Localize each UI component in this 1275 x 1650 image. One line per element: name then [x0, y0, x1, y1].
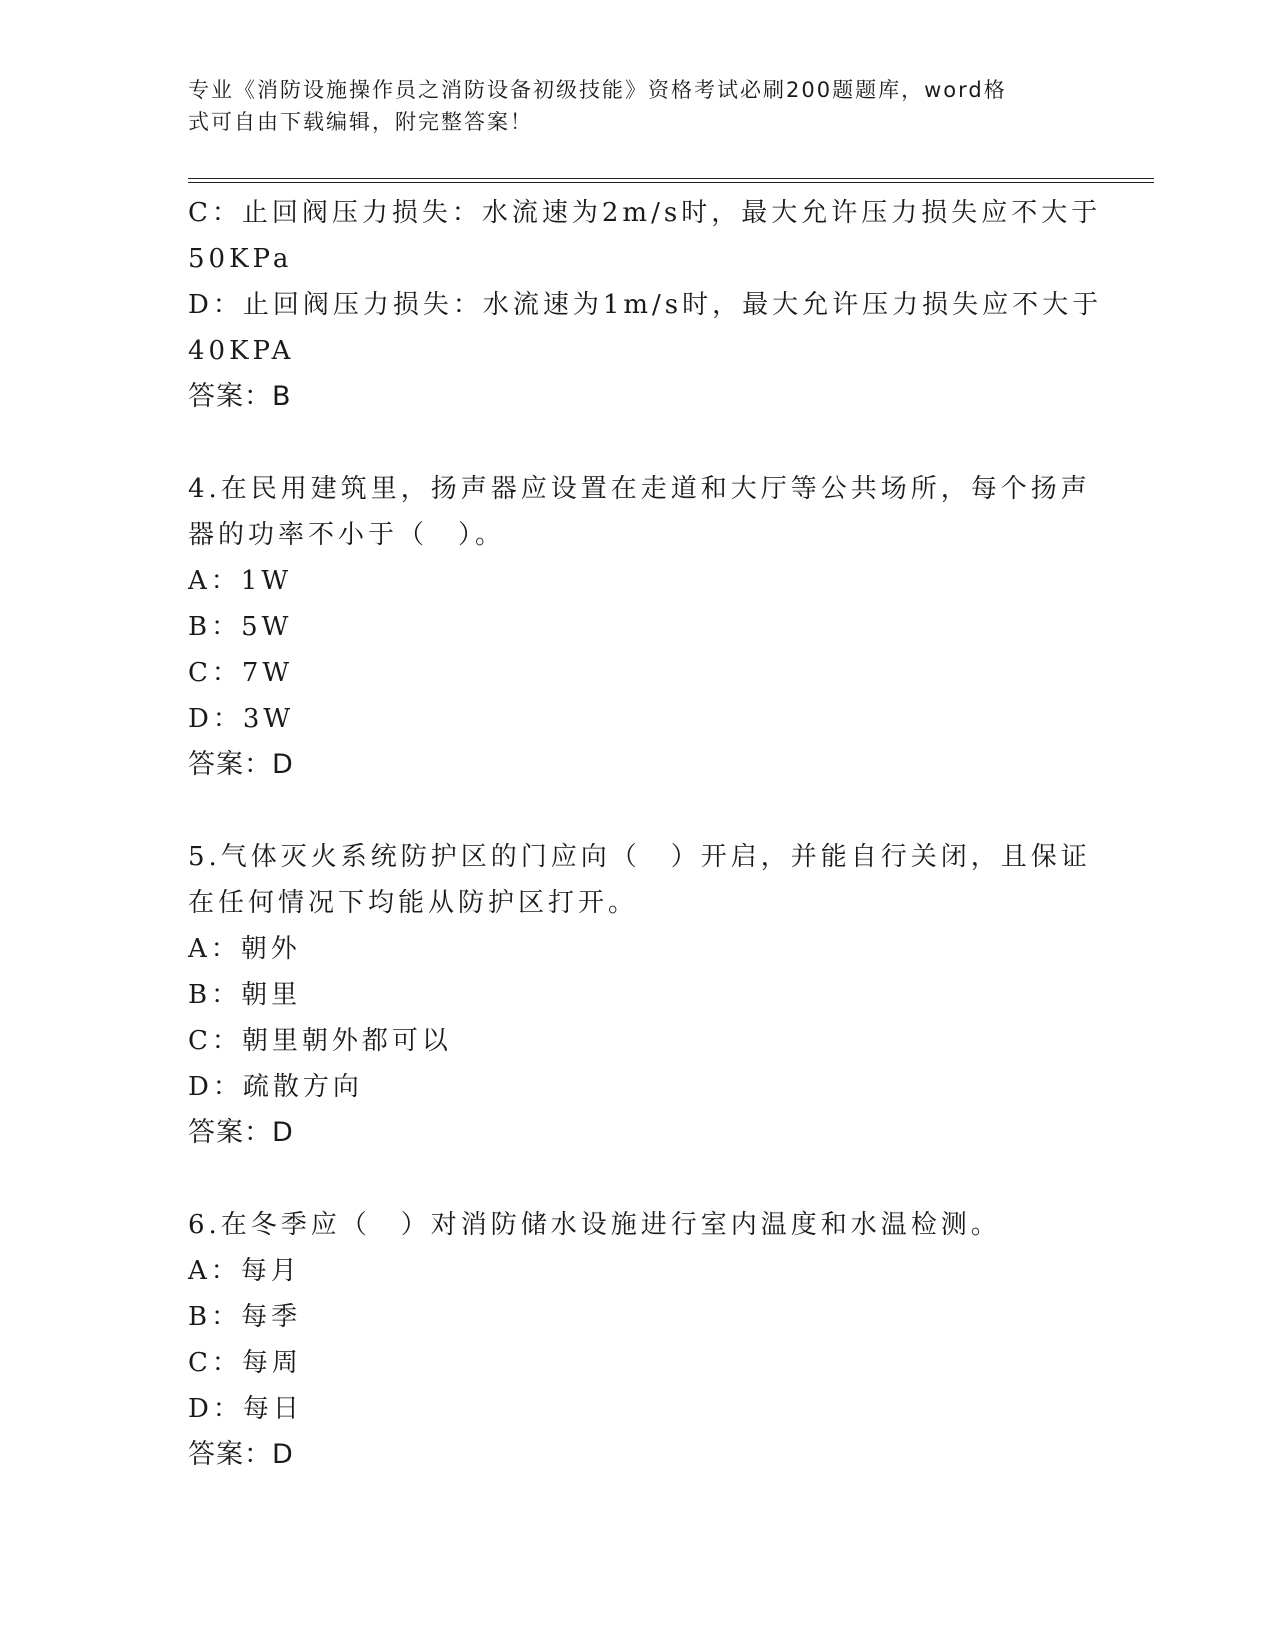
header-rule-top [188, 178, 1154, 179]
header-rule-bottom [188, 182, 1154, 183]
option-d: D：疏散方向 [188, 1072, 363, 1102]
spacer [188, 1156, 1068, 1202]
option-b: B：朝里 [188, 980, 302, 1010]
option-c-line-1: C：止回阀压力损失：水流速为2m/s时，最大允许压力损失应不大于 [188, 198, 1102, 228]
document-header [188, 74, 1068, 138]
question-6 [188, 1202, 1068, 1478]
question-stem-line-1: 5.气体灭火系统防护区的门应向（ ）开启，并能自行关闭，且保证 [188, 842, 1091, 872]
question-stem-line-1: 4.在民用建筑里，扬声器应设置在走道和大厅等公共场所，每个扬声 [188, 474, 1091, 504]
spacer [188, 420, 1068, 466]
header-line-1: 专业《消防设施操作员之消防设备初级技能》资格考试必刷200题题库，word格 [188, 78, 1007, 102]
question-stem-line-1: 6.在冬季应（ ）对消防储水设施进行室内温度和水温检测。 [188, 1210, 1001, 1240]
option-c: C：7W [188, 658, 294, 688]
answer-line: 答案：D [188, 1117, 294, 1148]
option-a: A：每月 [188, 1256, 301, 1286]
question-5 [188, 834, 1091, 1156]
option-a: A：朝外 [188, 934, 301, 964]
answer-line: 答案：B [188, 381, 292, 412]
option-b: B：每季 [188, 1302, 302, 1332]
previous-question-tail [188, 190, 1103, 420]
question-4 [188, 466, 1091, 788]
answer-line: 答案：D [188, 1439, 294, 1470]
answer-line: 答案：D [188, 749, 294, 780]
question-stem-line-2: 在任何情况下均能从防护区打开。 [188, 888, 639, 918]
option-c: C：朝里朝外都可以 [188, 1026, 452, 1056]
option-b: B：5W [188, 612, 293, 642]
option-d: D：每日 [188, 1394, 303, 1424]
spacer [188, 788, 1068, 834]
option-d-line-2: 40KPA [188, 336, 295, 366]
option-a: A：1W [188, 566, 293, 596]
option-d-line-1: D：止回阀压力损失：水流速为1m/s时，最大允许压力损失应不大于 [188, 290, 1103, 320]
option-d: D：3W [188, 704, 295, 734]
question-content [188, 190, 1103, 1478]
question-stem-line-2: 器的功率不小于（ ）。 [188, 520, 506, 550]
option-c: C：每周 [188, 1348, 302, 1378]
header-line-2: 式可自由下载编辑，附完整答案！ [188, 110, 533, 134]
option-c-line-2: 50KPa [188, 244, 293, 274]
